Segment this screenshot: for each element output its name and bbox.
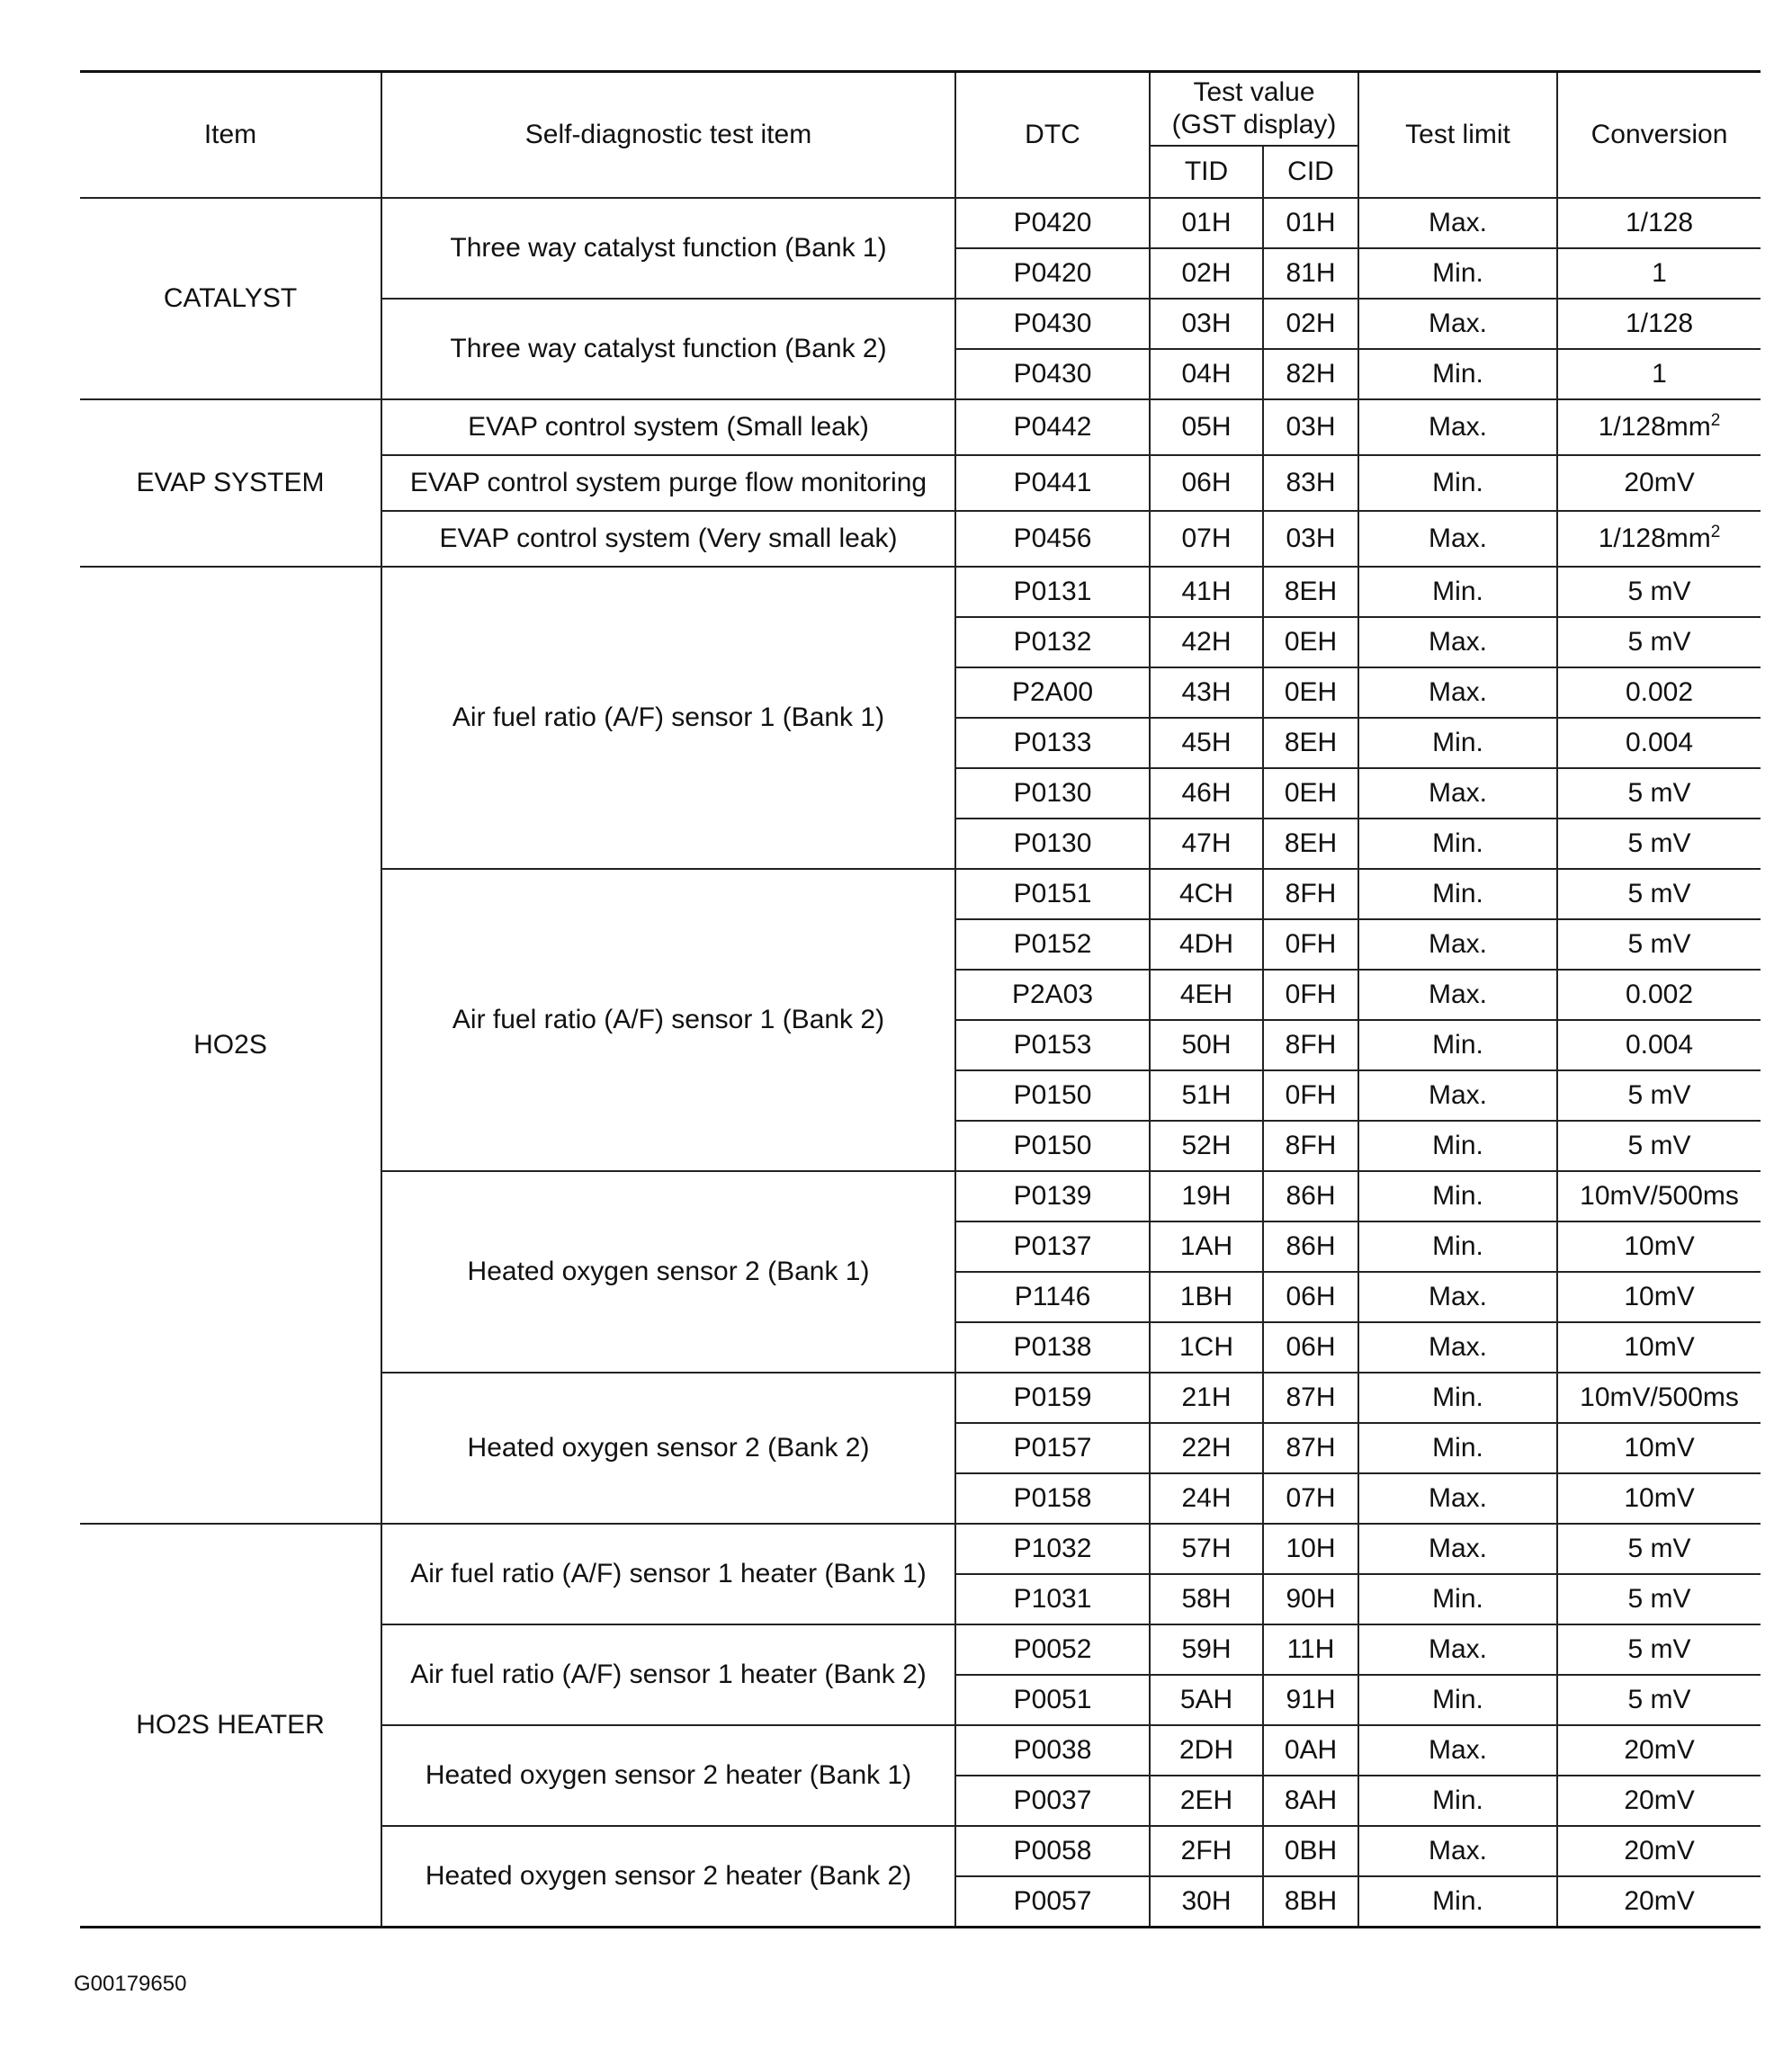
- conversion-value: 5 mV: [1627, 1685, 1691, 1714]
- tid-cell: 59H: [1150, 1624, 1263, 1675]
- conversion-value: 0.002: [1625, 677, 1694, 707]
- test-limit-cell: Max.: [1358, 1624, 1557, 1675]
- conversion-value: 5 mV: [1627, 1584, 1691, 1614]
- conversion-cell: [1557, 1272, 1761, 1322]
- conversion-value: 10mV: [1624, 1282, 1695, 1311]
- conversion-superscript: 2: [1710, 411, 1721, 430]
- tid-cell: 4CH: [1150, 869, 1263, 919]
- dtc-cell: P0150: [955, 1121, 1150, 1171]
- conversion-cell: [1557, 1776, 1761, 1826]
- conversion-value: 10mV: [1624, 1433, 1695, 1463]
- tid-cell: 01H: [1150, 198, 1263, 248]
- test-limit-cell: Min.: [1358, 248, 1557, 299]
- conversion-cell: [1557, 1624, 1761, 1675]
- cid-cell: 8AH: [1263, 1776, 1358, 1826]
- conversion-cell: [1557, 1070, 1761, 1121]
- dtc-cell: P0151: [955, 869, 1150, 919]
- conversion-value: 10mV: [1624, 1332, 1695, 1362]
- conversion-value: 1/128: [1625, 208, 1694, 237]
- tid-cell: 24H: [1150, 1473, 1263, 1524]
- cid-cell: 11H: [1263, 1624, 1358, 1675]
- conversion-value: 10mV/500ms: [1580, 1382, 1739, 1412]
- conversion-cell: [1557, 511, 1761, 567]
- tid-cell: 43H: [1150, 667, 1263, 718]
- test-item-cell: Air fuel ratio (A/F) sensor 1 (Bank 2): [381, 869, 955, 1171]
- conversion-cell: [1557, 919, 1761, 970]
- dtc-cell: P1031: [955, 1574, 1150, 1624]
- test-item-cell: EVAP control system (Very small leak): [381, 511, 955, 567]
- conversion-value: 0.004: [1625, 728, 1694, 757]
- cid-cell: 8FH: [1263, 1121, 1358, 1171]
- conversion-value: 20mV: [1624, 1836, 1695, 1866]
- dtc-cell: P0131: [955, 567, 1150, 617]
- dtc-cell: P0038: [955, 1725, 1150, 1776]
- test-limit-cell: Min.: [1358, 349, 1557, 399]
- test-limit-cell: Min.: [1358, 819, 1557, 869]
- conversion-value: 20mV: [1624, 468, 1695, 497]
- dtc-cell: P0456: [955, 511, 1150, 567]
- test-limit-cell: Max.: [1358, 299, 1557, 349]
- tid-cell: 2EH: [1150, 1776, 1263, 1826]
- conversion-cell: [1557, 567, 1761, 617]
- cid-cell: 81H: [1263, 248, 1358, 299]
- dtc-cell: P0137: [955, 1221, 1150, 1272]
- cid-cell: 87H: [1263, 1423, 1358, 1473]
- table-row: [80, 1524, 1761, 1574]
- test-limit-cell: Max.: [1358, 768, 1557, 819]
- cid-cell: 10H: [1263, 1524, 1358, 1574]
- conversion-cell: [1557, 1826, 1761, 1876]
- tid-cell: 57H: [1150, 1524, 1263, 1574]
- cid-cell: 01H: [1263, 198, 1358, 248]
- test-item-cell: Air fuel ratio (A/F) sensor 1 heater (Bank 2): [381, 1624, 955, 1725]
- test-item-cell: Three way catalyst function (Bank 1): [381, 198, 955, 299]
- tid-cell: 07H: [1150, 511, 1263, 567]
- cid-cell: 02H: [1263, 299, 1358, 349]
- conversion-cell: [1557, 1574, 1761, 1624]
- cid-cell: 03H: [1263, 399, 1358, 455]
- dtc-cell: P0037: [955, 1776, 1150, 1826]
- dtc-cell: P0159: [955, 1373, 1150, 1423]
- tid-cell: 4EH: [1150, 970, 1263, 1020]
- conversion-value: 10mV: [1624, 1483, 1695, 1513]
- conversion-value: 5 mV: [1627, 1634, 1691, 1664]
- tid-cell: 04H: [1150, 349, 1263, 399]
- dtc-cell: P0058: [955, 1826, 1150, 1876]
- conversion-cell: [1557, 1322, 1761, 1373]
- test-item-cell: Three way catalyst function (Bank 2): [381, 299, 955, 399]
- conversion-cell: [1557, 1171, 1761, 1221]
- tid-cell: 1BH: [1150, 1272, 1263, 1322]
- conversion-value: 1/128mm: [1598, 523, 1711, 553]
- test-limit-cell: Min.: [1358, 1776, 1557, 1826]
- test-limit-cell: Min.: [1358, 1675, 1557, 1725]
- cid-cell: 82H: [1263, 349, 1358, 399]
- self-diagnostic-table: [80, 70, 1761, 1928]
- conversion-value: 5 mV: [1627, 828, 1691, 858]
- conversion-cell: [1557, 1725, 1761, 1776]
- conversion-value: 5 mV: [1627, 577, 1691, 606]
- dtc-cell: P0430: [955, 349, 1150, 399]
- test-limit-cell: Min.: [1358, 1574, 1557, 1624]
- cid-cell: 0FH: [1263, 1070, 1358, 1121]
- test-limit-cell: Max.: [1358, 1070, 1557, 1121]
- tid-cell: 21H: [1150, 1373, 1263, 1423]
- cid-cell: 91H: [1263, 1675, 1358, 1725]
- conversion-value: 0.002: [1625, 980, 1694, 1009]
- tid-cell: 05H: [1150, 399, 1263, 455]
- test-limit-cell: Min.: [1358, 455, 1557, 511]
- test-limit-cell: Min.: [1358, 1221, 1557, 1272]
- conversion-value: 1/128: [1625, 309, 1694, 338]
- test-limit-cell: Max.: [1358, 970, 1557, 1020]
- tid-cell: 30H: [1150, 1876, 1263, 1928]
- test-limit-cell: Max.: [1358, 1725, 1557, 1776]
- conversion-cell: [1557, 768, 1761, 819]
- conversion-cell: [1557, 869, 1761, 919]
- tid-cell: 02H: [1150, 248, 1263, 299]
- cid-cell: 83H: [1263, 455, 1358, 511]
- cid-cell: 86H: [1263, 1221, 1358, 1272]
- conversion-cell: [1557, 198, 1761, 248]
- cid-cell: 8EH: [1263, 718, 1358, 768]
- conversion-value: 5 mV: [1627, 627, 1691, 657]
- table-row: [80, 567, 1761, 617]
- dtc-cell: P0153: [955, 1020, 1150, 1070]
- cid-cell: 03H: [1263, 511, 1358, 567]
- dtc-cell: P0130: [955, 819, 1150, 869]
- tid-cell: 03H: [1150, 299, 1263, 349]
- group-item-cell: EVAP SYSTEM: [80, 399, 381, 567]
- tid-cell: 5AH: [1150, 1675, 1263, 1725]
- group-item-cell: CATALYST: [80, 198, 381, 399]
- cid-cell: 8EH: [1263, 819, 1358, 869]
- conversion-cell: [1557, 1876, 1761, 1928]
- conversion-value: 20mV: [1624, 1785, 1695, 1815]
- header-test-value-line2: (GST display): [1171, 110, 1337, 139]
- test-item-cell: EVAP control system (Small leak): [381, 399, 955, 455]
- header-item: Item: [80, 72, 381, 199]
- dtc-cell: P2A00: [955, 667, 1150, 718]
- dtc-cell: P0051: [955, 1675, 1150, 1725]
- cid-cell: 86H: [1263, 1171, 1358, 1221]
- dtc-cell: P0152: [955, 919, 1150, 970]
- tid-cell: 2DH: [1150, 1725, 1263, 1776]
- conversion-value: 20mV: [1624, 1735, 1695, 1765]
- test-limit-cell: Min.: [1358, 1121, 1557, 1171]
- tid-cell: 51H: [1150, 1070, 1263, 1121]
- test-limit-cell: Min.: [1358, 1171, 1557, 1221]
- dtc-cell: P0130: [955, 768, 1150, 819]
- test-item-cell: Heated oxygen sensor 2 (Bank 1): [381, 1171, 955, 1373]
- dtc-cell: P0430: [955, 299, 1150, 349]
- cid-cell: 06H: [1263, 1322, 1358, 1373]
- tid-cell: 2FH: [1150, 1826, 1263, 1876]
- dtc-cell: P1032: [955, 1524, 1150, 1574]
- cid-cell: 8BH: [1263, 1876, 1358, 1928]
- test-limit-cell: Min.: [1358, 1423, 1557, 1473]
- tid-cell: 45H: [1150, 718, 1263, 768]
- dtc-cell: P0133: [955, 718, 1150, 768]
- conversion-value: 1: [1652, 359, 1667, 389]
- conversion-cell: [1557, 1121, 1761, 1171]
- test-limit-cell: Min.: [1358, 1373, 1557, 1423]
- conversion-cell: [1557, 1423, 1761, 1473]
- dtc-cell: P0139: [955, 1171, 1150, 1221]
- dtc-cell: P0052: [955, 1624, 1150, 1675]
- conversion-cell: [1557, 455, 1761, 511]
- cid-cell: 0AH: [1263, 1725, 1358, 1776]
- test-limit-cell: Max.: [1358, 1272, 1557, 1322]
- table-body: [80, 198, 1761, 1928]
- tid-cell: 41H: [1150, 567, 1263, 617]
- conversion-cell: [1557, 970, 1761, 1020]
- conversion-superscript: 2: [1710, 523, 1721, 541]
- test-limit-cell: Max.: [1358, 1322, 1557, 1373]
- dtc-cell: P2A03: [955, 970, 1150, 1020]
- conversion-value: 5 mV: [1627, 879, 1691, 908]
- conversion-cell: [1557, 1524, 1761, 1574]
- conversion-value: 5 mV: [1627, 1534, 1691, 1563]
- conversion-value: 5 mV: [1627, 778, 1691, 808]
- test-limit-cell: Min.: [1358, 718, 1557, 768]
- test-limit-cell: Max.: [1358, 617, 1557, 667]
- test-item-cell: Heated oxygen sensor 2 heater (Bank 2): [381, 1826, 955, 1928]
- figure-code: G00179650: [74, 1972, 187, 1996]
- dtc-cell: P0420: [955, 248, 1150, 299]
- tid-cell: 1CH: [1150, 1322, 1263, 1373]
- tid-cell: 47H: [1150, 819, 1263, 869]
- test-limit-cell: Min.: [1358, 1020, 1557, 1070]
- conversion-cell: [1557, 349, 1761, 399]
- test-item-cell: Air fuel ratio (A/F) sensor 1 heater (Bank 1): [381, 1524, 955, 1624]
- test-limit-cell: Max.: [1358, 399, 1557, 455]
- dtc-cell: P0057: [955, 1876, 1150, 1928]
- group-item-cell: HO2S HEATER: [80, 1524, 381, 1928]
- cid-cell: 87H: [1263, 1373, 1358, 1423]
- conversion-value: 5 mV: [1627, 929, 1691, 959]
- dtc-cell: P1146: [955, 1272, 1150, 1322]
- cid-cell: 07H: [1263, 1473, 1358, 1524]
- test-limit-cell: Max.: [1358, 919, 1557, 970]
- group-item-cell: HO2S: [80, 567, 381, 1524]
- dtc-cell: P0441: [955, 455, 1150, 511]
- cid-cell: 8FH: [1263, 869, 1358, 919]
- conversion-cell: [1557, 1373, 1761, 1423]
- dtc-cell: P0150: [955, 1070, 1150, 1121]
- test-limit-cell: Min.: [1358, 567, 1557, 617]
- tid-cell: 06H: [1150, 455, 1263, 511]
- tid-cell: 46H: [1150, 768, 1263, 819]
- tid-cell: 4DH: [1150, 919, 1263, 970]
- conversion-value: 10mV: [1624, 1231, 1695, 1261]
- cid-cell: 0FH: [1263, 919, 1358, 970]
- cid-cell: 06H: [1263, 1272, 1358, 1322]
- header-test-value-line1: Test value: [1193, 77, 1315, 107]
- header-tid: TID: [1150, 146, 1263, 198]
- cid-cell: 0EH: [1263, 768, 1358, 819]
- tid-cell: 52H: [1150, 1121, 1263, 1171]
- tid-cell: 42H: [1150, 617, 1263, 667]
- tid-cell: 19H: [1150, 1171, 1263, 1221]
- conversion-cell: [1557, 248, 1761, 299]
- test-item-cell: Heated oxygen sensor 2 heater (Bank 1): [381, 1725, 955, 1826]
- cid-cell: 0FH: [1263, 970, 1358, 1020]
- test-item-cell: EVAP control system purge flow monitoring: [381, 455, 955, 511]
- conversion-cell: [1557, 819, 1761, 869]
- header-cid: CID: [1263, 146, 1358, 198]
- table-row: [80, 198, 1761, 248]
- conversion-value: 10mV/500ms: [1580, 1181, 1739, 1211]
- conversion-value: 20mV: [1624, 1886, 1695, 1916]
- table-row: [80, 399, 1761, 455]
- cid-cell: 8FH: [1263, 1020, 1358, 1070]
- conversion-value: 5 mV: [1627, 1131, 1691, 1160]
- header-test-limit: Test limit: [1358, 72, 1557, 199]
- header-dtc: DTC: [955, 72, 1150, 199]
- test-limit-cell: Max.: [1358, 511, 1557, 567]
- test-limit-cell: Max.: [1358, 198, 1557, 248]
- dtc-cell: P0158: [955, 1473, 1150, 1524]
- conversion-cell: [1557, 1221, 1761, 1272]
- conversion-value: 1/128mm: [1598, 412, 1711, 442]
- test-limit-cell: Max.: [1358, 1826, 1557, 1876]
- dtc-cell: P0132: [955, 617, 1150, 667]
- cid-cell: 0EH: [1263, 667, 1358, 718]
- cid-cell: 90H: [1263, 1574, 1358, 1624]
- conversion-cell: [1557, 1473, 1761, 1524]
- tid-cell: 22H: [1150, 1423, 1263, 1473]
- conversion-cell: [1557, 667, 1761, 718]
- conversion-cell: [1557, 718, 1761, 768]
- conversion-cell: [1557, 299, 1761, 349]
- header-conversion: Conversion: [1557, 72, 1761, 199]
- test-item-cell: Heated oxygen sensor 2 (Bank 2): [381, 1373, 955, 1524]
- dtc-cell: P0138: [955, 1322, 1150, 1373]
- conversion-cell: [1557, 1675, 1761, 1725]
- tid-cell: 58H: [1150, 1574, 1263, 1624]
- cid-cell: 0EH: [1263, 617, 1358, 667]
- cid-cell: 8EH: [1263, 567, 1358, 617]
- cid-cell: 0BH: [1263, 1826, 1358, 1876]
- test-limit-cell: Min.: [1358, 869, 1557, 919]
- conversion-cell: [1557, 399, 1761, 455]
- test-limit-cell: Min.: [1358, 1876, 1557, 1928]
- conversion-cell: [1557, 617, 1761, 667]
- conversion-value: 0.004: [1625, 1030, 1694, 1060]
- dtc-cell: P0157: [955, 1423, 1150, 1473]
- dtc-cell: P0420: [955, 198, 1150, 248]
- tid-cell: 50H: [1150, 1020, 1263, 1070]
- test-item-cell: Air fuel ratio (A/F) sensor 1 (Bank 1): [381, 567, 955, 869]
- conversion-value: 5 mV: [1627, 1080, 1691, 1110]
- test-limit-cell: Max.: [1358, 1524, 1557, 1574]
- conversion-cell: [1557, 1020, 1761, 1070]
- header-test-value: [1150, 72, 1358, 147]
- table-header: [80, 72, 1761, 199]
- tid-cell: 1AH: [1150, 1221, 1263, 1272]
- test-limit-cell: Max.: [1358, 1473, 1557, 1524]
- dtc-cell: P0442: [955, 399, 1150, 455]
- conversion-value: 1: [1652, 258, 1667, 288]
- header-test-item: Self-diagnostic test item: [381, 72, 955, 199]
- test-limit-cell: Max.: [1358, 667, 1557, 718]
